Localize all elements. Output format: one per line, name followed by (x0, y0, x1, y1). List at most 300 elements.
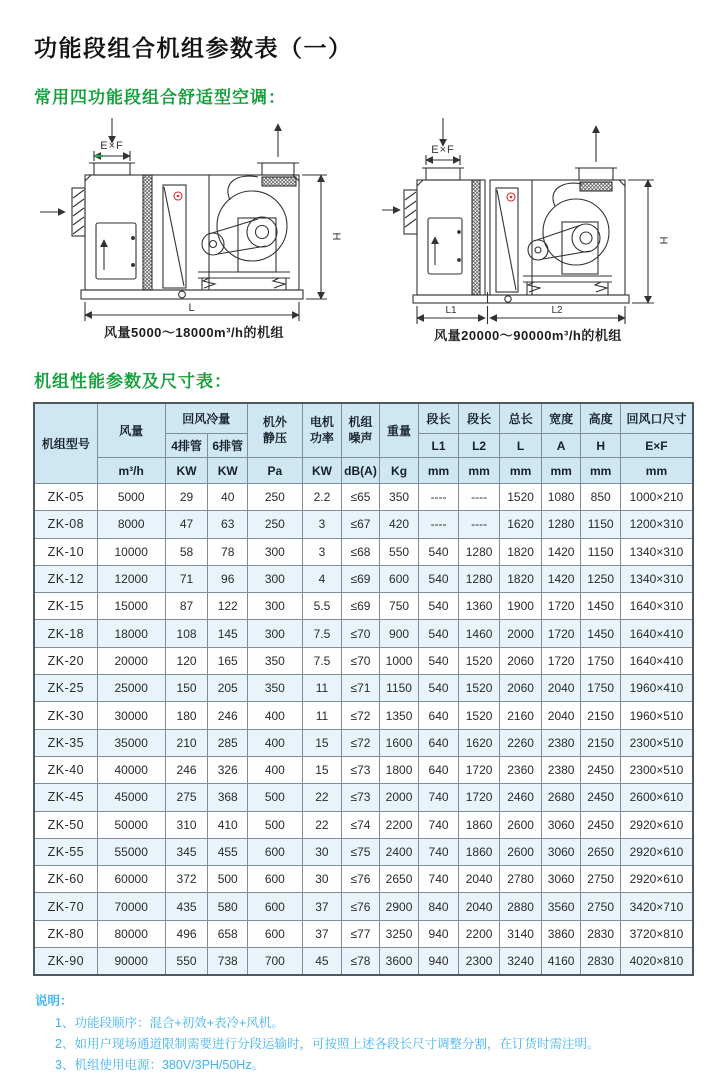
table-row (34, 565, 693, 592)
model-cell: ZK-50 (34, 811, 97, 838)
unit-cell: KW (302, 458, 342, 484)
value-cell: 3860 (541, 920, 581, 947)
value-cell: 285 (208, 729, 248, 756)
value-cell: 2200 (458, 920, 500, 947)
value-cell: 58 (165, 538, 208, 565)
value-cell: ≤72 (342, 729, 380, 756)
value-cell: 2650 (379, 866, 419, 893)
value-cell: ≤73 (342, 756, 380, 783)
diagram-caption-small: 风量5000～18000m³/h的机组 (103, 325, 285, 340)
value-cell: 400 (247, 729, 302, 756)
value-cell: 210 (165, 729, 208, 756)
value-cell: 12000 (97, 565, 165, 592)
value-cell: 15 (302, 729, 342, 756)
dim-label-l2: L2 (551, 305, 563, 316)
col-cooling4-header: 4排管 (165, 434, 208, 458)
value-cell: 2060 (500, 647, 542, 674)
value-cell: 2460 (500, 784, 542, 811)
value-cell: 1340×310 (620, 565, 693, 592)
value-cell: 1960×510 (620, 702, 693, 729)
value-cell: 2380 (541, 756, 581, 783)
value-cell: 1600 (379, 729, 419, 756)
value-cell: 1420 (541, 565, 581, 592)
table-row (34, 784, 693, 811)
value-cell: 1250 (581, 565, 621, 592)
value-cell: 63 (208, 511, 248, 538)
value-cell: 940 (419, 948, 459, 976)
value-cell: 45 (302, 948, 342, 976)
table-row (34, 593, 693, 620)
value-cell: 1860 (458, 838, 500, 865)
value-cell: 2920×610 (620, 838, 693, 865)
col-l-header: L (500, 434, 542, 458)
value-cell: 580 (208, 893, 248, 920)
value-cell: 540 (419, 647, 459, 674)
diagram-large-unit (380, 110, 692, 347)
value-cell: 2040 (541, 675, 581, 702)
value-cell: 540 (419, 538, 459, 565)
note-item: 1、功能段顺序：混合+初效+表冷+风机。 (55, 1016, 284, 1031)
unit-cell: dB(A) (342, 458, 380, 484)
value-cell: 5.5 (302, 593, 342, 620)
col-airflow-header: 风量 (97, 403, 165, 458)
value-cell: 640 (419, 702, 459, 729)
value-cell: 300 (247, 593, 302, 620)
unit-casing (85, 175, 299, 290)
value-cell: 246 (208, 702, 248, 729)
spring-isolator (273, 278, 285, 288)
value-cell: 2450 (581, 811, 621, 838)
unit-cell: mm (581, 458, 621, 484)
dim-label-h: H (657, 236, 669, 246)
value-cell: 840 (419, 893, 459, 920)
value-cell: 1520 (458, 675, 500, 702)
value-cell: 2880 (500, 893, 542, 920)
value-cell: 1150 (379, 675, 419, 702)
value-cell: 60000 (97, 866, 165, 893)
value-cell: 2300×510 (620, 729, 693, 756)
table-row (34, 702, 693, 729)
return-air-duct (426, 168, 460, 180)
col-model-header: 机组型号 (34, 403, 97, 484)
value-cell: 540 (419, 675, 459, 702)
dim-label-exf: E×F (431, 144, 455, 156)
value-cell: 3 (302, 538, 342, 565)
value-cell: 2450 (581, 756, 621, 783)
table-row (34, 675, 693, 702)
value-cell: 640 (419, 756, 459, 783)
value-cell: 2040 (541, 702, 581, 729)
value-cell: 87 (165, 593, 208, 620)
value-cell: 600 (247, 893, 302, 920)
value-cell: 3240 (500, 948, 542, 976)
model-cell: ZK-30 (34, 702, 97, 729)
value-cell: 2600×610 (620, 784, 693, 811)
value-cell: 2.2 (302, 484, 342, 511)
value-cell: 145 (208, 620, 248, 647)
value-cell: 900 (379, 620, 419, 647)
table-row (34, 511, 693, 538)
model-cell: ZK-60 (34, 866, 97, 893)
value-cell: 18000 (97, 620, 165, 647)
value-cell: 1960×410 (620, 675, 693, 702)
value-cell: ---- (458, 484, 500, 511)
page-title: 功能段组合机组参数表（一） (34, 35, 353, 61)
value-cell: 2040 (458, 866, 500, 893)
col-seg1-header: 段长 (419, 403, 459, 434)
value-cell: 2000 (500, 620, 542, 647)
value-cell: 108 (165, 620, 208, 647)
value-cell: ≤74 (342, 811, 380, 838)
ahu-drawing-large (380, 110, 692, 347)
value-cell: 4020×810 (620, 948, 693, 976)
value-cell: 658 (208, 920, 248, 947)
col-l1-header: L1 (419, 434, 459, 458)
value-cell: 2400 (379, 838, 419, 865)
note-item: 3、机组使用电源：380V/3PH/50Hz。 (55, 1057, 265, 1072)
access-door (428, 218, 462, 274)
model-cell: ZK-40 (34, 756, 97, 783)
value-cell: 500 (247, 811, 302, 838)
value-cell: 1450 (581, 593, 621, 620)
base-rail (81, 290, 303, 299)
value-cell: 1520 (500, 484, 542, 511)
value-cell: 180 (165, 702, 208, 729)
spring-isolator (595, 282, 607, 292)
value-cell: 2600 (500, 811, 542, 838)
value-cell: 3060 (541, 811, 581, 838)
value-cell: 55000 (97, 838, 165, 865)
value-cell: ---- (419, 511, 459, 538)
model-cell: ZK-20 (34, 647, 97, 674)
value-cell: 78 (208, 538, 248, 565)
value-cell: 2750 (581, 866, 621, 893)
value-cell: 29 (165, 484, 208, 511)
value-cell: 2000 (379, 784, 419, 811)
col-height-header: 高度 (581, 403, 621, 434)
value-cell: ≤72 (342, 702, 380, 729)
value-cell: 740 (419, 784, 459, 811)
table-row (34, 756, 693, 783)
value-cell: 2200 (379, 811, 419, 838)
value-cell: 540 (419, 565, 459, 592)
value-cell: 1360 (458, 593, 500, 620)
dim-label-h: H (330, 232, 342, 242)
value-cell: ≤76 (342, 893, 380, 920)
value-cell: 1720 (541, 620, 581, 647)
value-cell: 1460 (458, 620, 500, 647)
col-cooling-group-header: 回风冷量 (165, 403, 247, 434)
value-cell: 2450 (581, 784, 621, 811)
col-a-header: A (541, 434, 581, 458)
value-cell: 120 (165, 647, 208, 674)
access-door (96, 223, 136, 279)
table-row (34, 538, 693, 565)
value-cell: 1520 (458, 702, 500, 729)
value-cell: 372 (165, 866, 208, 893)
table-row (34, 866, 693, 893)
value-cell: ≤75 (342, 838, 380, 865)
filter-section (472, 180, 480, 295)
value-cell: 1350 (379, 702, 419, 729)
value-cell: 1720 (541, 593, 581, 620)
value-cell: 10000 (97, 538, 165, 565)
unit-cell: mm (620, 458, 693, 484)
col-h-header: H (581, 434, 621, 458)
notes-heading: 说明： (35, 994, 73, 1009)
value-cell: 500 (208, 866, 248, 893)
value-cell: 455 (208, 838, 248, 865)
model-cell: ZK-05 (34, 484, 97, 511)
value-cell: 310 (165, 811, 208, 838)
value-cell: 1000 (379, 647, 419, 674)
value-cell: 2150 (581, 729, 621, 756)
value-cell: 250 (247, 511, 302, 538)
value-cell: 275 (165, 784, 208, 811)
value-cell: 22 (302, 784, 342, 811)
value-cell: 540 (419, 593, 459, 620)
value-cell: 45000 (97, 784, 165, 811)
value-cell: 250 (247, 484, 302, 511)
unit-cell: mm (419, 458, 459, 484)
value-cell: 600 (379, 565, 419, 592)
value-cell: 1280 (541, 511, 581, 538)
value-cell: 326 (208, 756, 248, 783)
value-cell: 20000 (97, 647, 165, 674)
model-cell: ZK-15 (34, 593, 97, 620)
value-cell: 600 (247, 866, 302, 893)
value-cell: 3600 (379, 948, 419, 976)
value-cell: 1750 (581, 647, 621, 674)
value-cell: 600 (247, 838, 302, 865)
value-cell: 2920×610 (620, 866, 693, 893)
dim-label-l1: L1 (445, 305, 457, 316)
value-cell: 1000×210 (620, 484, 693, 511)
supply-air-duct (262, 163, 294, 175)
value-cell: 2150 (581, 702, 621, 729)
value-cell: 940 (419, 920, 459, 947)
value-cell: 300 (247, 620, 302, 647)
value-cell: 2750 (581, 893, 621, 920)
value-cell: 2680 (541, 784, 581, 811)
outlet-damper (262, 177, 296, 186)
value-cell: 11 (302, 702, 342, 729)
value-cell: ---- (419, 484, 459, 511)
filter-section (143, 175, 152, 290)
model-cell: ZK-25 (34, 675, 97, 702)
value-cell: 2380 (541, 729, 581, 756)
value-cell: 1750 (581, 675, 621, 702)
col-weight-header: 重量 (379, 403, 419, 458)
value-cell: 550 (165, 948, 208, 976)
value-cell: 3 (302, 511, 342, 538)
model-cell: ZK-70 (34, 893, 97, 920)
col-l2-header: L2 (458, 434, 500, 458)
value-cell: 1720 (458, 756, 500, 783)
value-cell: 47 (165, 511, 208, 538)
col-noise-header: 机组 噪声 (342, 403, 380, 458)
unit-cell: mm (541, 458, 581, 484)
value-cell: 1820 (500, 565, 542, 592)
table-row (34, 647, 693, 674)
value-cell: 2360 (500, 756, 542, 783)
value-cell: 7.5 (302, 620, 342, 647)
value-cell: 496 (165, 920, 208, 947)
table-row (34, 948, 693, 976)
value-cell: ≤69 (342, 565, 380, 592)
value-cell: 400 (247, 702, 302, 729)
value-cell: 1200×310 (620, 511, 693, 538)
value-cell: 2300×510 (620, 756, 693, 783)
value-cell: 410 (208, 811, 248, 838)
unit-cell: KW (165, 458, 208, 484)
return-air-duct (94, 163, 130, 175)
value-cell: 2830 (581, 920, 621, 947)
value-cell: ≤70 (342, 647, 380, 674)
value-cell: 740 (419, 838, 459, 865)
section-heading-table: 机组性能参数及尺寸表： (34, 372, 232, 391)
col-static-pressure-header: 机外 静压 (247, 403, 302, 458)
value-cell: 1900 (500, 593, 542, 620)
dim-label-l: L (188, 302, 196, 314)
diagram-caption-large: 风量20000～90000m³/h的机组 (434, 328, 622, 343)
value-cell: 2060 (500, 675, 542, 702)
value-cell: 2920×610 (620, 811, 693, 838)
value-cell: 122 (208, 593, 248, 620)
value-cell: 2300 (458, 948, 500, 976)
value-cell: ≤76 (342, 866, 380, 893)
value-cell: 246 (165, 756, 208, 783)
value-cell: 7.5 (302, 647, 342, 674)
col-cooling6-header: 6排管 (208, 434, 248, 458)
value-cell: 1340×310 (620, 538, 693, 565)
value-cell: 300 (247, 565, 302, 592)
table-row (34, 484, 693, 511)
drain-port (505, 296, 511, 302)
model-cell: ZK-80 (34, 920, 97, 947)
value-cell: ≤70 (342, 620, 380, 647)
unit-cell: m³/h (97, 458, 165, 484)
col-width-header: 宽度 (541, 403, 581, 434)
value-cell: 500 (247, 784, 302, 811)
value-cell: ≤69 (342, 593, 380, 620)
value-cell: 50000 (97, 811, 165, 838)
value-cell: 30 (302, 866, 342, 893)
value-cell: 1280 (458, 565, 500, 592)
value-cell: 400 (247, 756, 302, 783)
table-row (34, 893, 693, 920)
drain-port (179, 291, 186, 298)
value-cell: 40000 (97, 756, 165, 783)
value-cell: 540 (419, 620, 459, 647)
value-cell: 35000 (97, 729, 165, 756)
value-cell: 2040 (458, 893, 500, 920)
value-cell: ≤65 (342, 484, 380, 511)
value-cell: 37 (302, 920, 342, 947)
model-cell: ZK-08 (34, 511, 97, 538)
value-cell: 4160 (541, 948, 581, 976)
value-cell: 11 (302, 675, 342, 702)
value-cell: ≤68 (342, 538, 380, 565)
model-cell: ZK-18 (34, 620, 97, 647)
value-cell: 2160 (500, 702, 542, 729)
col-return-opening-header: 回风口尺寸 (620, 403, 693, 434)
value-cell: 350 (379, 484, 419, 511)
value-cell: 1620 (500, 511, 542, 538)
value-cell: 345 (165, 838, 208, 865)
value-cell: 205 (208, 675, 248, 702)
value-cell: 740 (419, 811, 459, 838)
spec-table (33, 402, 694, 976)
value-cell: 1620 (458, 729, 500, 756)
value-cell: 435 (165, 893, 208, 920)
value-cell: ---- (458, 511, 500, 538)
base-rail (413, 295, 629, 303)
value-cell: 1420 (541, 538, 581, 565)
value-cell: 2650 (581, 838, 621, 865)
unit-cell: KW (208, 458, 248, 484)
value-cell: 25000 (97, 675, 165, 702)
value-cell: 350 (247, 675, 302, 702)
value-cell: 850 (581, 484, 621, 511)
value-cell: 3420×710 (620, 893, 693, 920)
value-cell: 1150 (581, 511, 621, 538)
value-cell: 30 (302, 838, 342, 865)
model-cell: ZK-55 (34, 838, 97, 865)
value-cell: 1640×410 (620, 647, 693, 674)
value-cell: 70000 (97, 893, 165, 920)
value-cell: 2830 (581, 948, 621, 976)
unit-cell: Pa (247, 458, 302, 484)
outlet-damper (580, 182, 612, 191)
value-cell: 1800 (379, 756, 419, 783)
value-cell: 37 (302, 893, 342, 920)
spring-isolator (528, 282, 540, 292)
value-cell: 368 (208, 784, 248, 811)
value-cell: 3560 (541, 893, 581, 920)
value-cell: 3060 (541, 838, 581, 865)
value-cell: 1720 (541, 647, 581, 674)
value-cell: 1520 (458, 647, 500, 674)
value-cell: 1080 (541, 484, 581, 511)
value-cell: ≤77 (342, 920, 380, 947)
col-motor-power-header: 电机 功率 (302, 403, 342, 458)
value-cell: 420 (379, 511, 419, 538)
value-cell: 3720×810 (620, 920, 693, 947)
table-row (34, 811, 693, 838)
value-cell: 71 (165, 565, 208, 592)
value-cell: 1450 (581, 620, 621, 647)
value-cell: 300 (247, 538, 302, 565)
value-cell: 1640×310 (620, 593, 693, 620)
value-cell: 1280 (458, 538, 500, 565)
motor-pulley (528, 240, 548, 260)
value-cell: 2900 (379, 893, 419, 920)
value-cell: 350 (247, 647, 302, 674)
table-row (34, 620, 693, 647)
model-cell: ZK-12 (34, 565, 97, 592)
value-cell: 8000 (97, 511, 165, 538)
unit-cell: mm (458, 458, 500, 484)
section-heading-diagrams: 常用四功能段组合舒适型空调： (34, 88, 286, 107)
value-cell: 165 (208, 647, 248, 674)
value-cell: 550 (379, 538, 419, 565)
value-cell: ≤73 (342, 784, 380, 811)
diagram-small-unit (32, 110, 380, 347)
model-cell: ZK-10 (34, 538, 97, 565)
table-row (34, 729, 693, 756)
unit-cell: mm (500, 458, 542, 484)
